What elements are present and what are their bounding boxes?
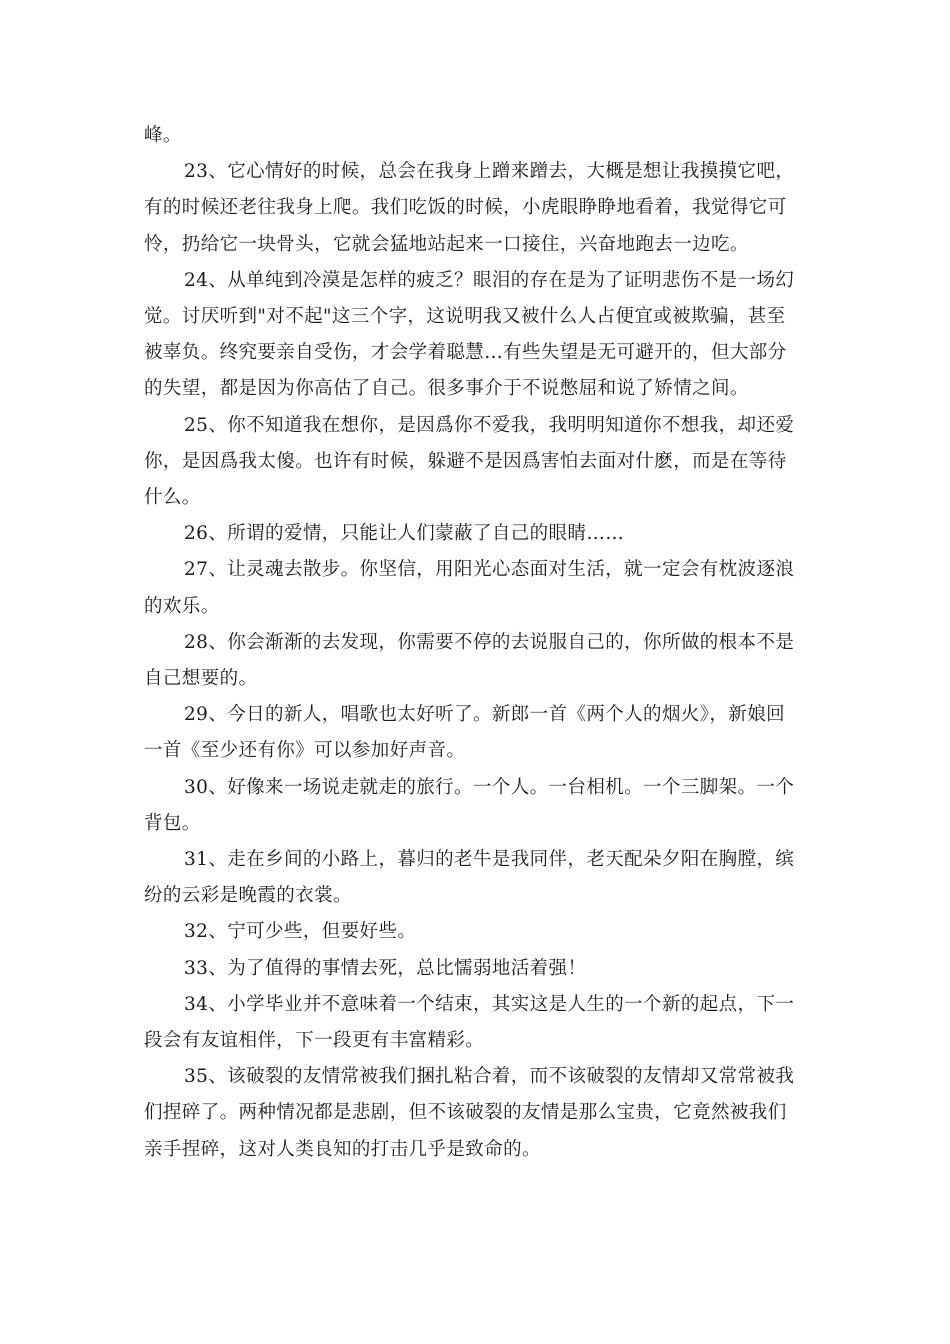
continuation-text: 峰。 <box>144 125 182 146</box>
paragraph-35: 35、该破裂的友情常被我们捆扎粘合着，而不该破裂的友情却又常常被我 们捏碎了。两种情况都是悲剧，但不该破裂的友情是那么宝贵，它竟然被我们 亲手捏碎，这对人类良知的打击几乎是致命的。 <box>144 1066 795 1160</box>
paragraph-26: 26、所谓的爱情，只能让人们蒙蔽了自己的眼睛…… <box>184 523 625 545</box>
paragraph-31: 31、走在乡间的小路上，暮归的老牛是我同伴，老天配朵夕阳在胸膛，缤 纷的云彩是晚霞的衣裳。 <box>144 849 795 907</box>
document-body <box>144 118 808 1168</box>
paragraph-23: 23、它心情好的时候，总会在我身上蹭来蹭去，大概是想让我摸摸它吧， 有的时候还老往我身上爬。我们吃饭的时候，小虎眼睁睁地看着，我觉得它可 怜，扔给它一块骨头，它就会猛地站起来一口接住，兴奋地跑去一边吃。 <box>144 161 795 255</box>
paragraph-25: 25、你不知道我在想你，是因爲你不爱我，我明明知道你不想我，却还爱 你，是因爲我太傻。也许有时候，躲避不是因爲害怕去面对什麽，而是在等待 什么。 <box>144 414 795 509</box>
paragraph-29: 29、今日的新人，唱歌也太好听了。新郎一首《两个人的烟火》，新娘回 一首《至少还有你》可以参加好声音。 <box>144 704 785 762</box>
paragraph-32: 32、宁可少些，但要好些。 <box>184 921 417 943</box>
paragraph-30: 30、好像来一场说走就走的旅行。一个人。一台相机。一个三脚架。一个 背包。 <box>144 776 795 834</box>
paragraph-33: 33、为了值得的事情去死，总比懦弱地活着强！ <box>184 957 587 979</box>
paragraph-34: 34、小学毕业并不意味着一个结束，其实这是人生的一个新的起点，下一 段会有友谊相伴，下一段更有丰富精彩。 <box>144 993 795 1052</box>
paragraph-27: 27、让灵魂去散步。你坚信，用阳光心态面对生活，就一定会有枕波逐浪 的欢乐。 <box>144 559 795 617</box>
paragraph-28: 28、你会渐渐的去发现，你需要不停的去说服自己的，你所做的根本不是 自己想要的。 <box>144 631 795 690</box>
paragraph-24: 24、从单纯到冷漠是怎样的疲乏？眼泪的存在是为了证明悲伤不是一场幻 觉。讨厌听到"对不起"这三个字，这说明我又被什么人占便宜或被欺骗，甚至 被辜负。终究要亲自受伤，才会学着聪慧…有些失望是无可避开的，但大部分 的失望，都是因为你高估了自己。很多事介于不说憋屈和说了矫情之间。 <box>144 269 795 400</box>
